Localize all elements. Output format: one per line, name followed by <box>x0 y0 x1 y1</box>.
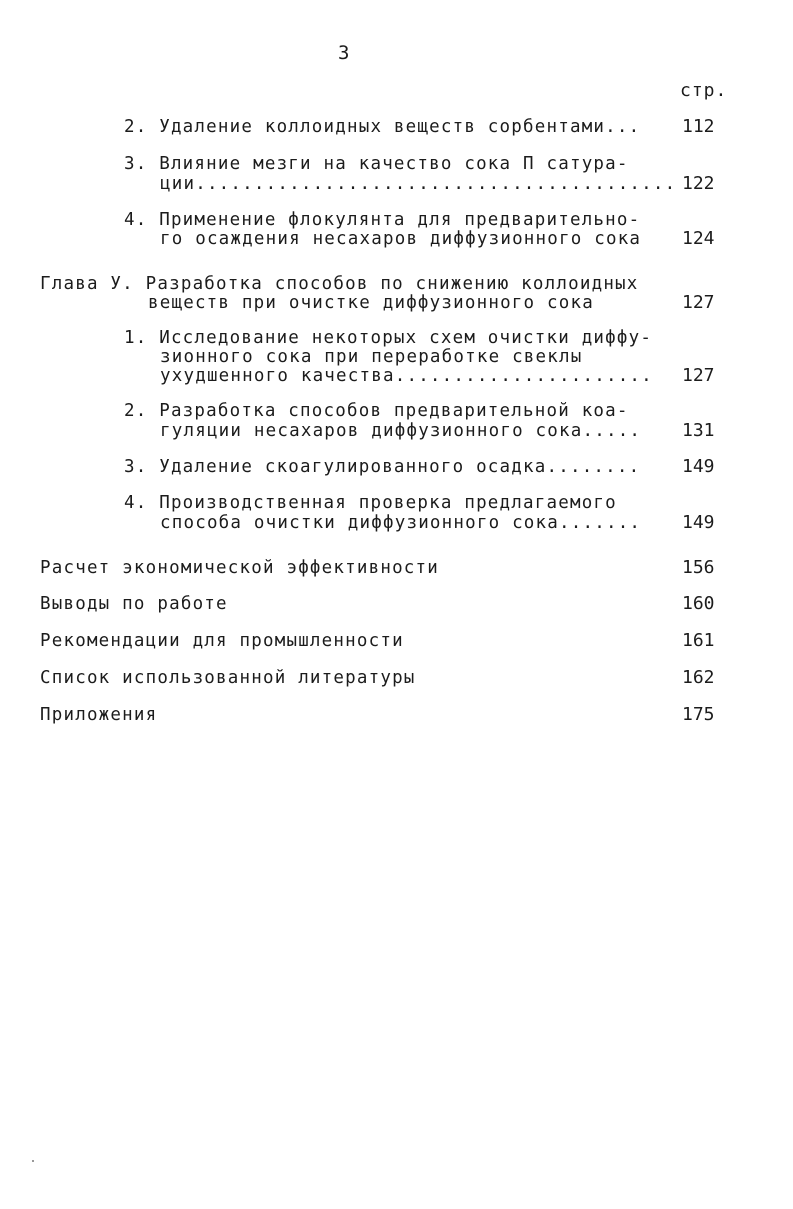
toc-entry-12-page: 162 <box>682 667 715 688</box>
toc-entry-11-page: 161 <box>682 630 715 651</box>
toc-entry-9-page: 156 <box>682 557 715 578</box>
scan-speck <box>32 1160 34 1162</box>
toc-entry-2-line-2: ции......................................... <box>160 174 677 194</box>
toc-entry-5-line-3: ухудшенного качества...................... <box>160 366 653 386</box>
toc-entry-3-line-1: 4. Применение флокулянта для предварительно- <box>124 210 641 230</box>
toc-entry-3-page: 124 <box>682 228 715 249</box>
toc-entry-13-line-1: Приложения <box>40 705 158 725</box>
toc-entry-2-line-1: 3. Влияние мезги на качество сока П сатура- <box>124 154 629 174</box>
toc-entry-8-page: 149 <box>682 512 715 533</box>
toc-entry-4-page: 127 <box>682 292 715 313</box>
toc-entry-6-page: 131 <box>682 420 715 441</box>
toc-entry-7-line-1: 3. Удаление скоагулированного осадка........ <box>124 457 641 477</box>
toc-entry-4-line-1: Глава У. Разработка способов по снижению коллоидных <box>40 274 639 294</box>
toc-entry-2-page: 122 <box>682 173 715 194</box>
toc-entry-4-line-2: веществ при очистке диффузионного сока <box>148 293 594 313</box>
toc-entry-10-page: 160 <box>682 593 715 614</box>
toc-entry-5-line-2: зионного сока при переработке свеклы <box>160 347 583 367</box>
toc-entry-7-page: 149 <box>682 456 715 477</box>
toc-entry-3-line-2: го осаждения несахаров диффузионного сока <box>160 229 642 249</box>
toc-entry-6-line-1: 2. Разработка способов предварительной коа- <box>124 401 629 421</box>
toc-entry-1-line-1: 2. Удаление коллоидных веществ сорбентами... <box>124 117 641 137</box>
toc-entry-13-page: 175 <box>682 704 715 725</box>
toc-entry-5-line-1: 1. Исследование некоторых схем очистки диффу- <box>124 328 653 348</box>
page-column-label: стр. <box>680 80 728 101</box>
page-number: 3 <box>338 42 350 64</box>
toc-entry-12-line-1: Список использованной литературы <box>40 668 416 688</box>
toc-entry-10-line-1: Выводы по работе <box>40 594 228 614</box>
toc-entry-5-page: 127 <box>682 365 715 386</box>
toc-entry-1-page: 112 <box>682 116 715 137</box>
toc-entry-8-line-2: способа очистки диффузионного сока....... <box>160 513 642 533</box>
toc-entry-6-line-2: гуляции несахаров диффузионного сока..... <box>160 421 642 441</box>
toc-entry-8-line-1: 4. Производственная проверка предлагаемого <box>124 493 617 513</box>
toc-entry-11-line-1: Рекомендации для промышленности <box>40 631 404 651</box>
toc-entry-9-line-1: Расчет экономической эффективности <box>40 558 440 578</box>
